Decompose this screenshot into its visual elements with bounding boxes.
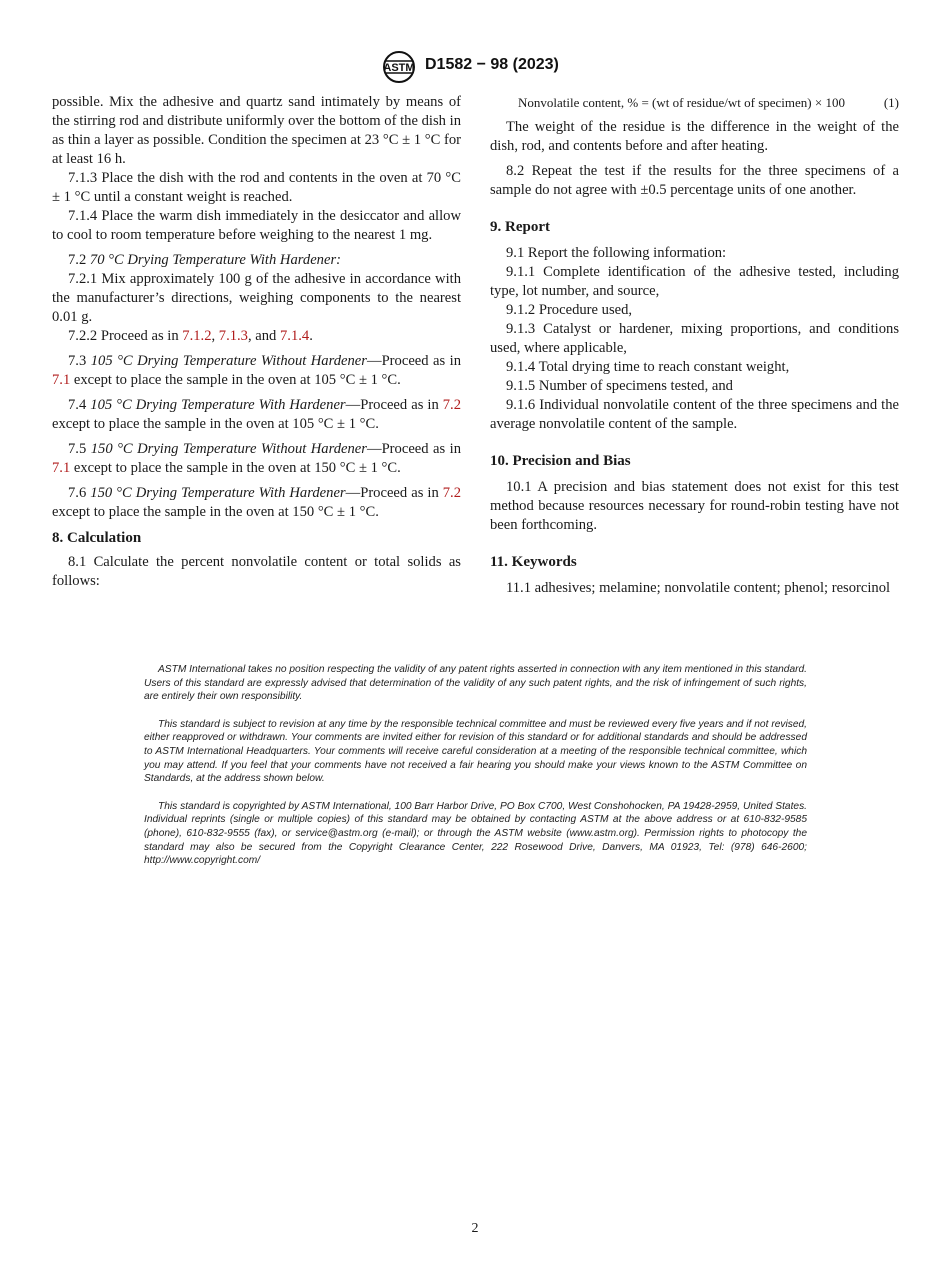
paragraph-8-2: 8.2 Repeat the test if the results for the three specimens of a sample do not agree with ±0.5 percentage units of one another. xyxy=(490,163,899,198)
paragraph-7-2-2: 7.2.2 Proceed as in 7.1.2, 7.1.3, and 7.1.4. xyxy=(68,328,313,344)
equation-number: (1) xyxy=(883,95,899,110)
section-7-3: 7.3 105 °C Drying Temperature Without Hardener—Proceed as in 7.1 except to place the sample in the oven at 105 °C ± 1 °C. xyxy=(52,353,461,388)
link-7-1-3[interactable]: 7.1.3 xyxy=(218,328,248,344)
paragraph-9-1: 9.1 Report the following information: xyxy=(506,245,727,261)
legal-notes xyxy=(144,663,807,882)
paragraph-residue: The weight of the residue is the difference in the weight of the dish, rod, and contents before and after heating. xyxy=(490,119,899,154)
paragraph-7-2-1: 7.2.1 Mix approximately 100 g of the adhesive in accordance with the manufacturer’s directions, weighing components to the nearest 0.01 g. xyxy=(52,271,461,325)
equation-body: Nonvolatile content, % = (wt of residue/wt of specimen) × 100 xyxy=(518,95,845,110)
paragraph-8-1: 8.1 Calculate the percent nonvolatile content or total solids as follows: xyxy=(52,554,461,589)
paragraph-10-1: 10.1 A precision and bias statement does not exist for this test method because resources necessary for round-robin testing have not been forthcoming. xyxy=(490,479,899,533)
revision-notice: This standard is subject to revision at any time by the responsible technical committee and must be reviewed every five years and if not revised, either reapproved or withdrawn. Your comments are invited either for revision of this standard or for additional standards and should be addressed to ASTM International Headquarters. Your comments will receive careful consideration at a meeting of the responsible technical committee, which you may attend. If you feel that your comments have not received a fair hearing you should make your views known to the ASTM Committee on Standards, at the address shown below. xyxy=(144,718,807,785)
patent-notice: ASTM International takes no position respecting the validity of any patent rights asserted in connection with any item mentioned in this standard. Users of this standard are expressly advised that determination of the validity of any such patent rights, and the risk of infringement of such rights, are entirely their own responsibility. xyxy=(144,664,807,703)
page-header xyxy=(0,50,950,86)
section-8-heading: 8. Calculation xyxy=(52,530,142,546)
link-7-2[interactable]: 7.2 xyxy=(442,397,461,413)
paragraph-9-1-3: 9.1.3 Catalyst or hardener, mixing proportions, and conditions used, where applicable, xyxy=(490,321,899,356)
paragraph-7-1-4: 7.1.4 Place the warm dish immediately in the desiccator and allow to cool to room temperature before weighing to the nearest 1 mg. xyxy=(52,208,461,243)
link-7-1[interactable]: 7.1 xyxy=(52,460,71,476)
link-7-1-4[interactable]: 7.1.4 xyxy=(280,328,310,344)
paragraph-9-1-5: 9.1.5 Number of specimens tested, and xyxy=(506,378,733,394)
section-7-6: 7.6 150 °C Drying Temperature With Hardener—Proceed as in 7.2 except to place the sample in the oven at 150 °C ± 1 °C. xyxy=(52,485,461,520)
right-column xyxy=(490,93,899,598)
page-number: 2 xyxy=(471,1221,479,1236)
link-7-2[interactable]: 7.2 xyxy=(442,485,461,501)
document-id: D1582 − 98 (2023) xyxy=(425,56,559,73)
left-column xyxy=(52,93,461,591)
paragraph-7-1-3: 7.1.3 Place the dish with the rod and contents in the oven at 70 °C ± 1 °C until a constant weight is reached. xyxy=(52,170,461,205)
astm-logo-icon xyxy=(380,50,418,84)
link-7-1-2[interactable]: 7.1.2 xyxy=(182,328,212,344)
equation-1 xyxy=(490,93,899,112)
copyright-notice: This standard is copyrighted by ASTM International, 100 Barr Harbor Drive, PO Box C700, West Conshohocken, PA 19428-2959, United States. Individual reprints (single or multiple copies) of this standard may be obtained by contacting ASTM at the above address or at 610-832-9585 (phone), 610-832-9555 (fax), or service@astm.org (e-mail); or through the ASTM website (www.astm.org). Permission rights to photocopy the standard may also be secured from the Copyright Clearance Center, 222 Rosewood Drive, Danvers, MA 01923, Tel: (978) 646-2600; http://www.copyright.com/ xyxy=(144,800,807,867)
section-11-heading: 11. Keywords xyxy=(490,554,577,570)
paragraph-9-1-4: 9.1.4 Total drying time to reach constant weight, xyxy=(506,359,790,375)
link-7-1[interactable]: 7.1 xyxy=(52,372,71,388)
paragraph-9-1-6: 9.1.6 Individual nonvolatile content of the three specimens and the average nonvolatile content of the sample. xyxy=(490,397,899,432)
section-9-heading: 9. Report xyxy=(490,219,550,235)
section-7-2-heading: 7.2 70 °C Drying Temperature With Hardener: xyxy=(68,252,341,268)
section-7-4: 7.4 105 °C Drying Temperature With Hardener—Proceed as in 7.2 except to place the sample in the oven at 105 °C ± 1 °C. xyxy=(52,397,461,432)
section-7-5: 7.5 150 °C Drying Temperature Without Hardener—Proceed as in 7.1 except to place the sample in the oven at 150 °C ± 1 °C. xyxy=(52,441,461,476)
paragraph-11-1: 11.1 adhesives; melamine; nonvolatile content; phenol; resorcinol xyxy=(506,580,891,596)
paragraph-7-1-2-continued: possible. Mix the adhesive and quartz sand intimately by means of the stirring rod and distribute uniformly over the bottom of the dish in as thin a layer as possible. Condition the specimen at 23 °C ± 1 °C for at least 16 h. xyxy=(52,94,461,167)
paragraph-9-1-1: 9.1.1 Complete identification of the adhesive tested, including type, lot number, and source, xyxy=(490,264,899,299)
section-10-heading: 10. Precision and Bias xyxy=(490,453,631,469)
svg-text:ASTM: ASTM xyxy=(383,62,415,74)
paragraph-9-1-2: 9.1.2 Procedure used, xyxy=(506,302,633,318)
